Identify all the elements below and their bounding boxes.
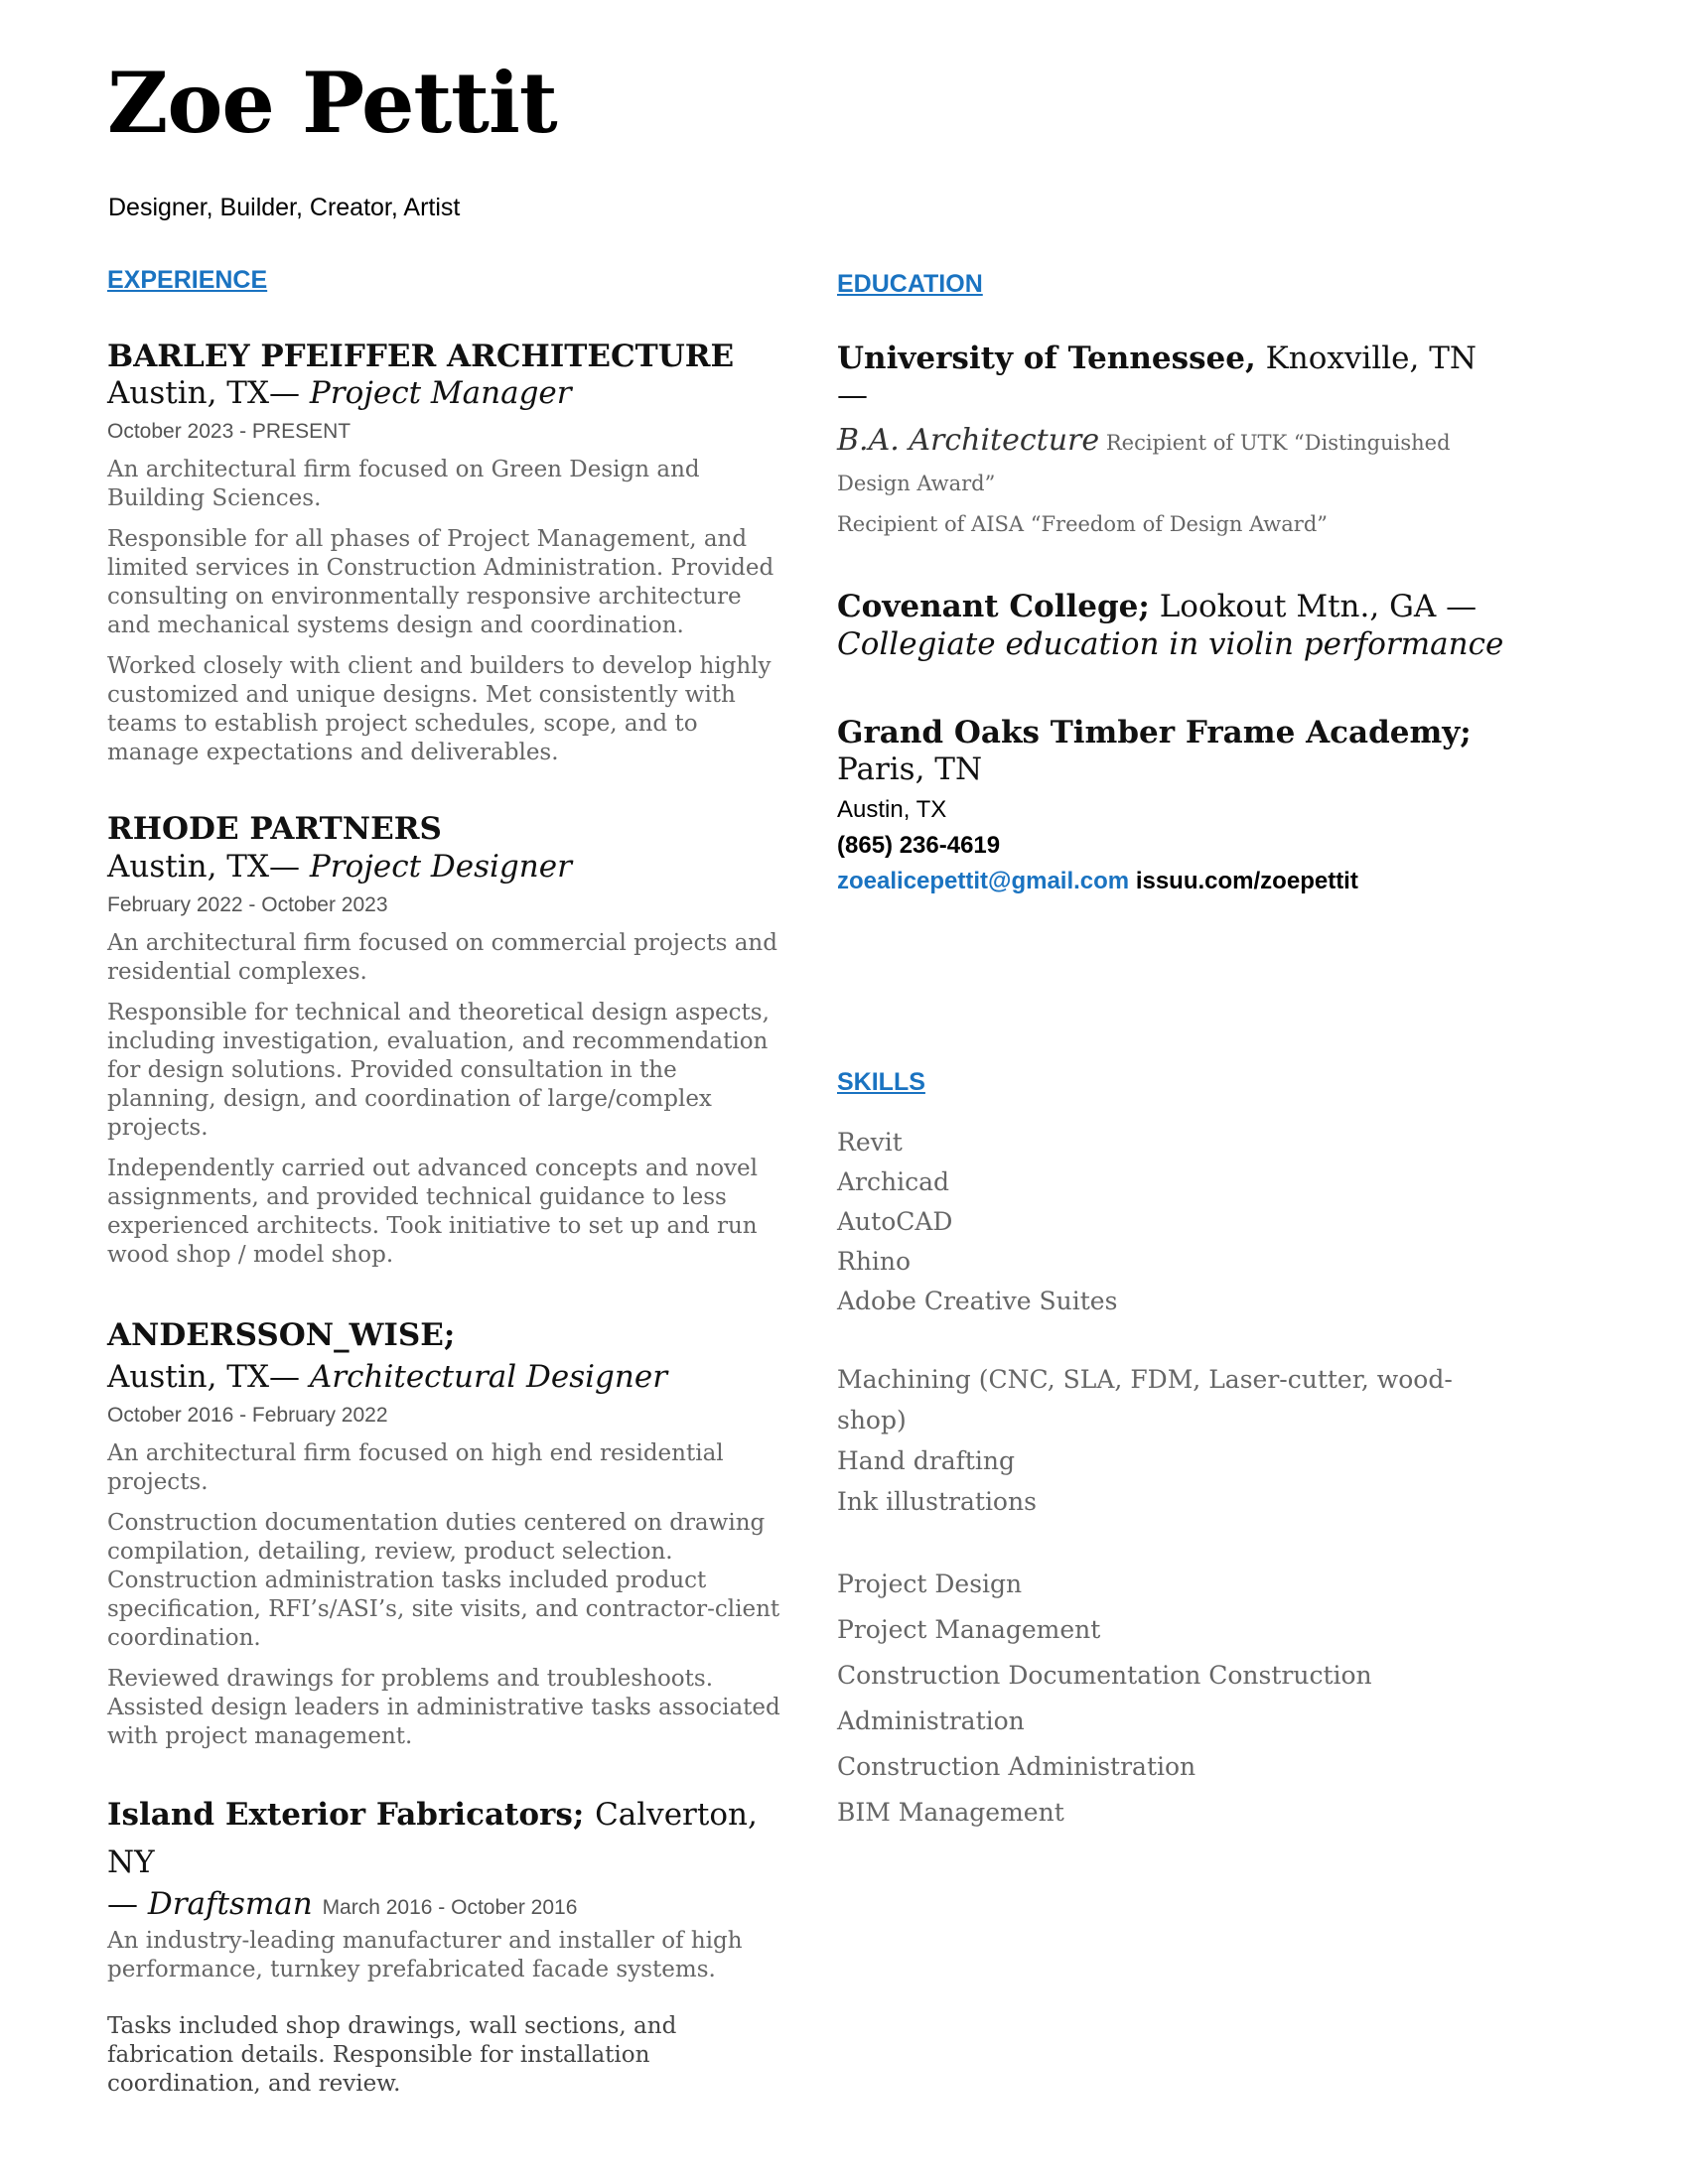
school-details	[837, 420, 1453, 504]
skills-group	[837, 1359, 1512, 1522]
skill-item: Project Management	[837, 1615, 1101, 1645]
job-dash: —	[107, 1886, 138, 1923]
skills-heading: SKILLS	[837, 1068, 925, 1097]
candidate-name: Zoe Pettit	[107, 54, 557, 152]
skill-item: Machining (CNC, SLA, FDM, Laser-cutter, wood-shop)	[837, 1365, 1453, 1435]
portfolio-link[interactable]: issuu.com/zoepettit	[1135, 868, 1358, 895]
job-paragraph: Reviewed drawings for problems and troubleshoots. Assisted design leaders in administrative tasks associated with project management.	[107, 1665, 780, 1749]
school-line	[837, 341, 1512, 414]
job-dates: October 2016 - February 2022	[107, 1403, 388, 1427]
skill-item: Project Design	[837, 1570, 1023, 1599]
job-entry	[107, 811, 782, 1269]
school-degree: B.A. Architecture	[837, 423, 1100, 459]
job-dates: February 2022 - October 2023	[107, 892, 388, 916]
job-paragraph: Construction documentation duties centered on drawing compilation, detailing, review, product selection. Construction administration tasks included product specification, RFI’s/ASI’s, site visits, and contractor-client coordination.	[107, 1509, 780, 1651]
skill-item: BIM Management	[837, 1798, 1064, 1828]
job-title: Architectural Designer	[309, 1358, 668, 1395]
job-location: Calverton, NY	[107, 1796, 758, 1881]
job-dates: October 2023 - PRESENT	[107, 420, 352, 444]
sidebar-column	[837, 270, 1512, 1836]
job-company: RHODE PARTNERS	[107, 811, 442, 848]
school-award: Recipient of AISA “Freedom of Design Award”	[837, 512, 1329, 537]
job-dates: March 2016 - October 2016	[322, 1896, 578, 1920]
tagline: Designer, Builder, Creator, Artist	[108, 194, 461, 221]
job-company-line	[107, 1791, 782, 1886]
job-paragraph: Independently carried out advanced concepts and novel assignments, and provided technical guidance to less experienced architects. Took initiative to set up and run wood shop / model shop.	[107, 1155, 759, 1268]
skill-item: Archicad	[837, 1167, 950, 1197]
job-location: Austin, TX—	[107, 848, 301, 885]
job-paragraph: An architectural firm focused on Green Design and Building Sciences.	[107, 457, 700, 512]
job-paragraph: Tasks included shop drawings, wall sections, and fabrication details. Responsible for installation coordination, and review.	[107, 2013, 677, 2098]
skill-item: AutoCAD	[837, 1207, 953, 1237]
job-company: ANDERSSON_WISE;	[107, 1316, 456, 1353]
school-name: Grand Oaks Timber Frame Academy;	[837, 714, 1472, 751]
job-paragraph: Responsible for technical and theoretical design aspects, including investigation, evaluation, and recommendation for design solutions. Provided consultation in the planning, design, and coordination of large/complex projects.	[107, 999, 770, 1141]
school-line	[837, 715, 1473, 788]
job-paragraph: Responsible for all phases of Project Management, and limited services in Construction Administration. Provided consulting on environmentally responsive architecture and mechanical systems design and coordination.	[107, 526, 774, 639]
job-entry	[107, 1311, 782, 1751]
skill-item: Rhino	[837, 1247, 912, 1277]
job-paragraph: An architectural firm focused on commercial projects and residential complexes.	[107, 929, 777, 985]
experience-heading: EXPERIENCE	[107, 266, 268, 294]
school-name: Covenant College;	[837, 589, 1150, 625]
job-title-line	[107, 1886, 782, 1923]
education-entry	[837, 589, 1512, 662]
job-location: Austin, TX—	[107, 375, 301, 412]
skill-item: Adobe Creative Suites	[837, 1287, 1118, 1316]
education-entry	[837, 715, 1473, 788]
skills-group	[837, 1562, 1512, 1836]
education-heading: EDUCATION	[837, 270, 983, 298]
job-entry	[107, 339, 782, 767]
school-location: Lookout Mtn., GA —	[1159, 589, 1477, 625]
job-location: Austin, TX—	[107, 1358, 301, 1395]
school-line	[837, 589, 1512, 625]
job-title: Project Designer	[309, 848, 572, 885]
school-name: University of Tennessee,	[837, 341, 1256, 376]
skill-item: Administration	[837, 1706, 1025, 1736]
contact-phone: (865) 236-4619	[837, 832, 1001, 860]
job-title: Draftsman	[147, 1886, 313, 1923]
job-title: Project Manager	[309, 375, 572, 412]
school-degree: Collegiate education in violin performance	[837, 625, 1504, 662]
school-award: Recipient of UTK “Distinguished Design Award”	[837, 431, 1451, 496]
experience-column	[107, 266, 782, 2099]
skill-item: Hand drafting	[837, 1446, 1016, 1476]
skills-group	[837, 1123, 1512, 1321]
skill-item: Construction Administration	[837, 1752, 1196, 1782]
job-paragraph: Worked closely with client and builders to develop highly customized and unique designs. Met consistently with teams to establish project schedules, scope, and to manage expectations and deliverables.	[107, 653, 772, 766]
contact-block	[837, 792, 1512, 899]
job-location-title	[107, 1359, 782, 1396]
education-entry	[837, 341, 1512, 545]
contact-city: Austin, TX	[837, 796, 947, 824]
job-company: BARLEY PFEIFFER ARCHITECTURE	[107, 339, 735, 374]
skill-item: Construction Documentation Construction	[837, 1661, 1372, 1691]
school-location: Paris, TN	[837, 751, 983, 787]
job-paragraph: An industry-leading manufacturer and installer of high performance, turnkey prefabricated facade systems.	[107, 1928, 743, 1983]
skill-item: Revit	[837, 1128, 903, 1158]
school-location: Knoxville, TN —	[837, 341, 1477, 414]
skill-item: Ink illustrations	[837, 1487, 1037, 1517]
job-paragraph: An architectural firm focused on high end residential projects.	[107, 1439, 724, 1495]
job-company: Island Exterior Fabricators;	[107, 1796, 585, 1833]
job-location-title	[107, 375, 782, 412]
job-entry	[107, 1791, 782, 2099]
job-location-title	[107, 849, 782, 886]
contact-email-link[interactable]: zoealicepettit@gmail.com	[837, 868, 1130, 895]
